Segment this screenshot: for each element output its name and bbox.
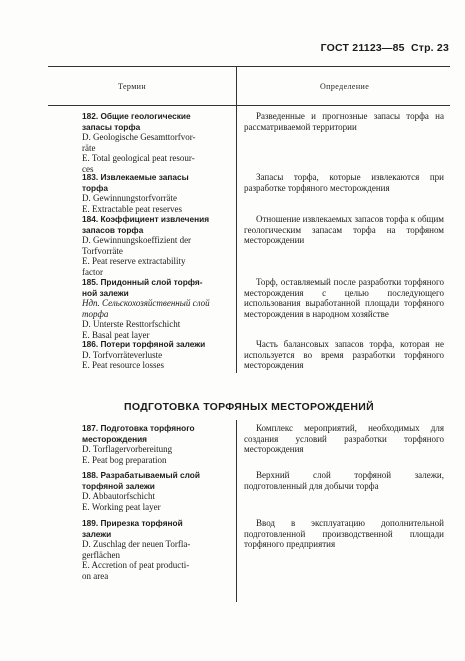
column-divider-bottom [236,420,237,602]
header-bottom-rule [48,105,450,106]
definition-185: Торф, оставляемый после разработки торфяного месторождения с целью последующего использования выработанной площади торфяного месторождения в народном хозяйстве [244,277,444,319]
term-184: 184. Коэффициент извлечения запасов торфа D. Gewinnungskoeffizient der Torfvorräte E. Peat reserve extractability factor [82,214,210,277]
definition-186: Часть балансовых запасов торфа, которая не используется во время разработки торфяного месторождения [244,339,444,370]
term-189: 189. Прирезка торфяной залежи D. Zuschlag der neuen Torfla- gerflächen E. Accretion of peat producti- on area [82,518,191,581]
section-title: ПОДГОТОВКА ТОРФЯНЫХ МЕСТОРОЖДЕНИЙ [124,401,374,413]
definition-column-header: Определение [320,82,370,91]
term-182: 182. Общие геологические запасы торфа D. Geologische Gesamttorfvor- räte E. Total geological peat resour- ces [82,111,196,174]
definition-183: Запасы торфа, которые извлекаются при разработке торфяного месторождения [244,172,444,193]
definition-189: Ввод в эксплуатацию дополнительной подготовленной производственной площади торфяного предприятия [244,518,444,549]
term-186: 186. Потери торфяной залежи D. Torfvorräteverluste E. Peat resource losses [82,339,206,370]
non-recommended-synonym: Ндп. Сельскохозяйственный слой торфа [82,298,210,319]
definition-187: Комплекс мероприятий, необходимых для создания условий разработки торфяного месторождения [244,423,444,454]
standard-code: ГОСТ 21123—85 Стр. 23 [320,42,449,54]
term-187: 187. Подготовка торфяного месторождения D. Torflagervorbereitung E. Peat bog preparation [82,423,195,465]
term-185: 185. Придонный слой торфя- ной залежи Ндп. Сельскохозяйственный слой торфа D. Unterste Resttorfschicht E. Basal peat layer [82,277,232,340]
term-183: 183. Извлекаемые запасы торфа D. Gewinnungstorfvorräte E. Extractable peat reserves [82,172,189,214]
definition-184: Отношение извлекаемых запасов торфа к общим геологическим запасам торфа на торфяном месторождении [244,214,444,245]
term-column-header: Термин [118,82,147,91]
column-divider-top [236,105,237,373]
table-top-rule [48,66,450,67]
definition-182: Разведенные и прогнозные запасы торфа на рассматриваемой территории [244,111,444,132]
term-188: 188. Разрабатываемый слой торфяной залежи D. Abbautorfschicht E. Working peat layer [82,470,200,512]
definition-188: Верхний слой торфяной залежи, подготовленный для добычи торфа [244,470,444,491]
header-divider [236,66,237,105]
